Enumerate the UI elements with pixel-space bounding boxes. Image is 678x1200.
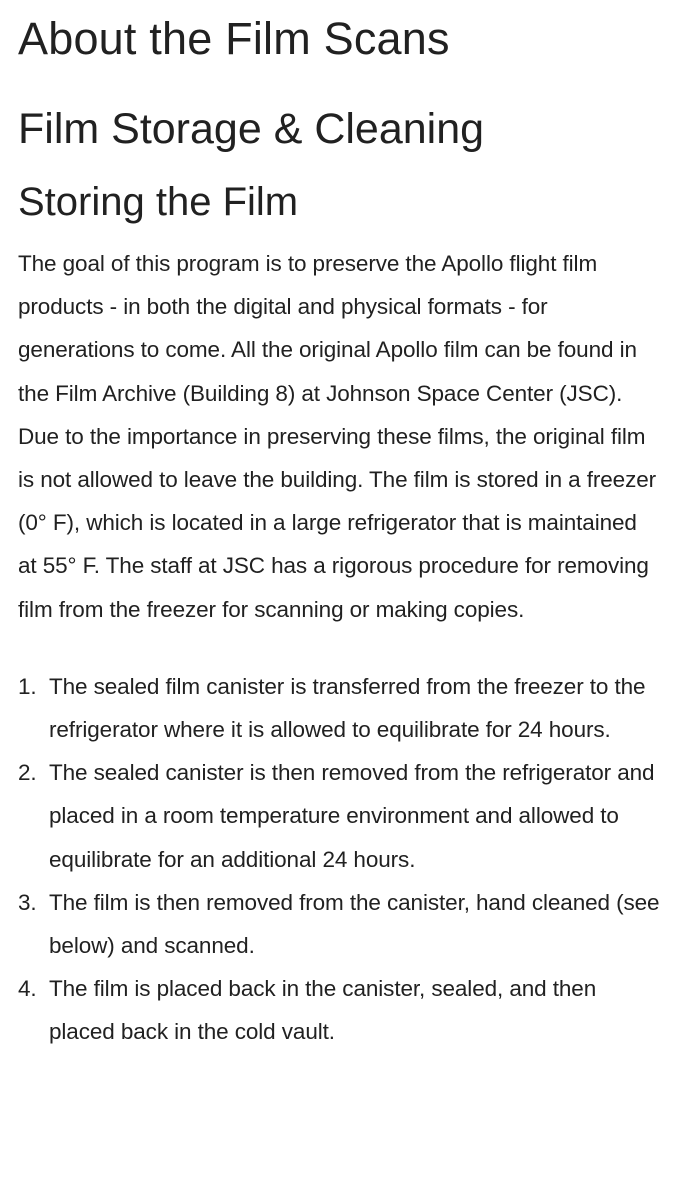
section-heading: Film Storage & Cleaning [18,105,485,153]
list-item-text: The film is then removed from the canister, hand cleaned (see below) and scanned. [49,889,660,959]
list-item-text: The film is placed back in the canister, sealed, and then placed back in the cold vault. [49,976,597,1045]
subsection-heading: Storing the Film [18,180,299,224]
list-item-number: 2. [18,760,37,786]
list-item-number: 4. [18,976,37,1002]
list-item [18,665,660,751]
list-item-number: 3. [18,889,37,915]
page-title: About the Film Scans [18,13,450,64]
intro-paragraph: The goal of this program is to preserve the Apollo flight film products - in both the digital and physical formats - for generations to come. All the original Apollo film can be found in the Film Archive (Building 8) at Johnson Space Center (JSC). Due to the importance in preserving these films, the original film is not allowed to leave the building. The film is stored in a freezer (0° F), which is located in a large refrigerator that is maintained at 55° F. The staff at JSC has a rigorous procedure for removing film from the freezer for scanning or making copies. [18,251,657,622]
list-item [18,881,660,967]
list-item [18,751,660,881]
list-item [18,967,660,1053]
list-item-text: The sealed canister is then removed from the refrigerator and placed in a room temperature environment and allowed to equilibrate for an additional 24 hours. [49,760,655,872]
list-item-number: 1. [18,673,37,699]
list-item-text: The sealed film canister is transferred from the freezer to the refrigerator where it is allowed to equilibrate for 24 hours. [49,673,646,743]
procedure-list [18,665,660,1054]
